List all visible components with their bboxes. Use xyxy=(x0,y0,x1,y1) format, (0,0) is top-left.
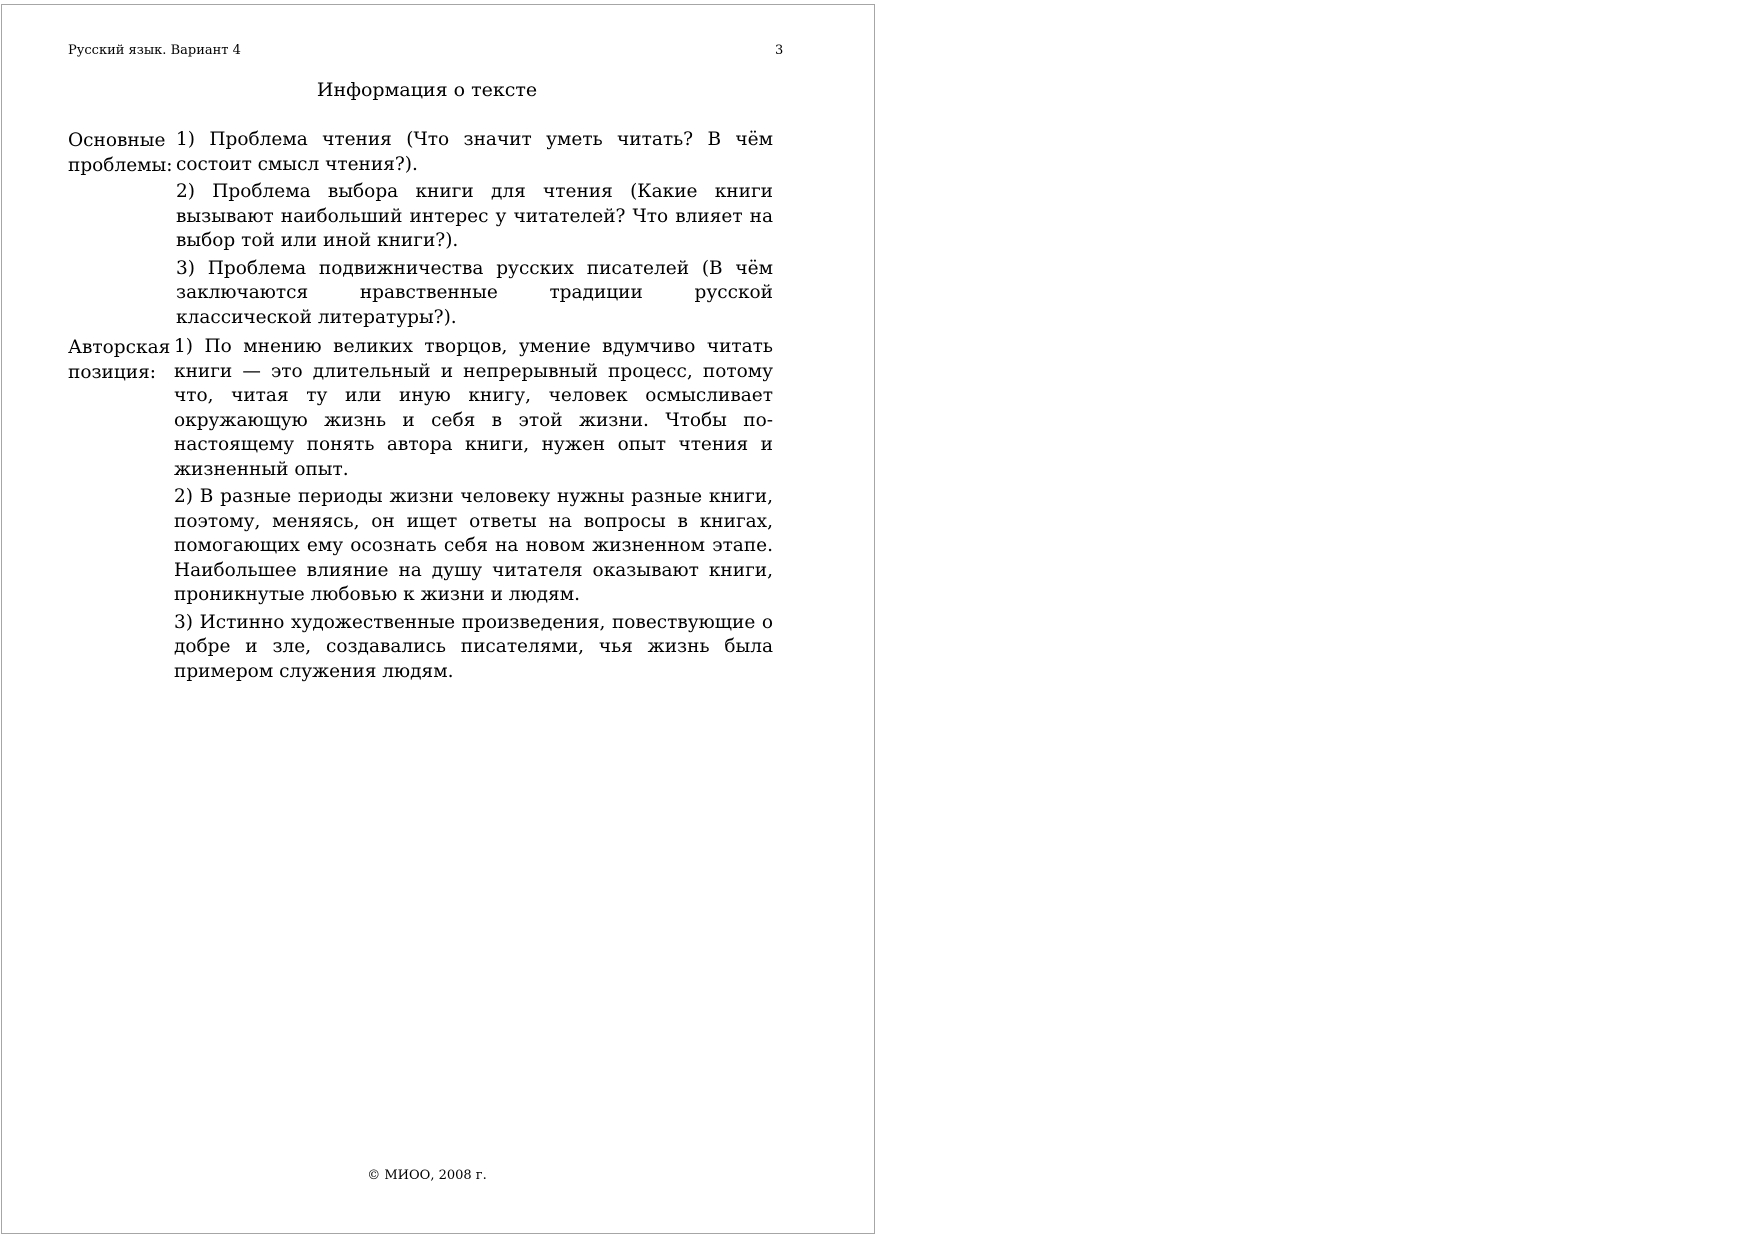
position-list xyxy=(174,335,773,687)
label-line: Основные xyxy=(68,130,166,151)
position-item: 1) По мнению великих творцов, умение вдумчиво читать книги — это длительный и непрерывный процесс, потому что, читая ту или иную книгу, человек осмысливает окружающую жизнь и себя в этой жизни. Чтобы по-настоящему понять автора книги, нужен опыт чтения и жизненный опыт. xyxy=(174,336,773,480)
page-number: 3 xyxy=(775,43,784,58)
document-page xyxy=(1,4,875,1234)
problem-item: 3) Проблема подвижничества русских писателей (В чём заключаются нравственные традиции русской классической литературы?). xyxy=(176,257,773,328)
running-header: Русский язык. Вариант 4 xyxy=(68,43,241,58)
section-title: Информация о тексте xyxy=(316,79,538,101)
label-line: проблемы: xyxy=(68,155,173,176)
position-item: 3) Истинно художественные произведения, повествующие о добре и зле, создавались писателями, чья жизнь была примером служения людям. xyxy=(174,611,773,682)
problem-item: 1) Проблема чтения (Что значит уметь читать? В чём состоит смысл чтения?). xyxy=(176,129,773,175)
position-item: 2) В разные периоды жизни человеку нужны разные книги, поэтому, меняясь, он ищет ответы на вопросы в книгах, помогающих ему осознать себя на новом жизненном этапе. Наибольшее влияние на душу читателя оказывают книги, проникнутые любовью к жизни и людям. xyxy=(174,486,773,605)
problem-item: 2) Проблема выбора книги для чтения (Какие книги вызывают наибольший интерес у читателей? Что влияет на выбор той или иной книги?). xyxy=(176,181,773,251)
label-line: Авторская xyxy=(68,337,171,358)
author-position-label xyxy=(68,335,173,385)
main-problems-label xyxy=(68,128,176,178)
label-line: позиция: xyxy=(68,362,157,383)
problems-list xyxy=(176,128,773,333)
copyright-footer: © МИОО, 2008 г. xyxy=(367,1168,487,1183)
